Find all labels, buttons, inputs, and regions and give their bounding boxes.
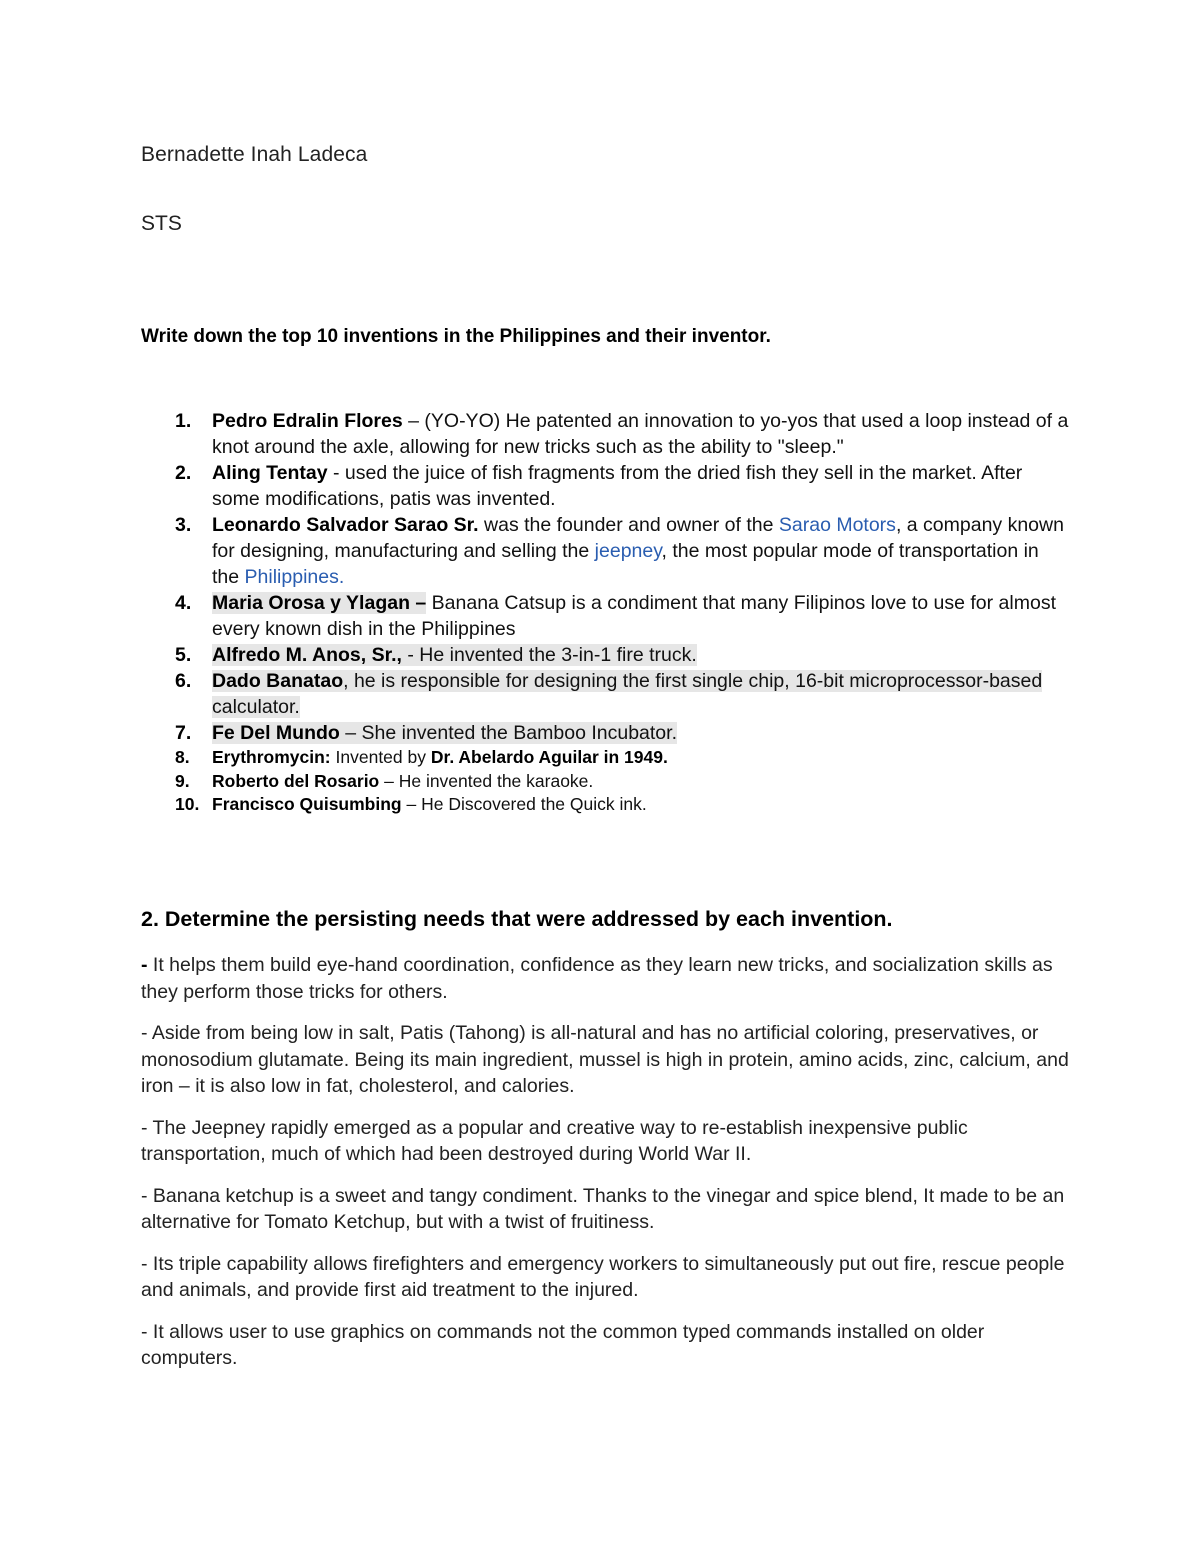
list-number: 2. xyxy=(175,462,192,484)
inventor-name: Alfredo M. Anos, Sr., xyxy=(212,644,402,666)
inventor-name: Maria Orosa y Ylagan – xyxy=(212,592,427,614)
answer-paragraph: - Its triple capability allows firefighters and emergency workers to simultaneously put out fire, rescue people and animals, and provide first aid treatment to the injured. xyxy=(141,1252,1065,1301)
question-1-heading: Write down the top 10 inventions in the Philippines and their inventor. xyxy=(141,326,771,347)
invention-description: Invented by xyxy=(330,747,431,767)
jeepney-link[interactable]: jeepney xyxy=(594,540,662,562)
answer-paragraph xyxy=(141,952,1071,1005)
inventor-name: Aling Tentay xyxy=(212,462,328,484)
list-number: 5. xyxy=(175,644,192,666)
invention-description: . xyxy=(338,566,345,588)
invention-description: – He Discovered the Quick ink. xyxy=(401,794,647,814)
inventions-list xyxy=(141,408,1071,817)
invention-description: – (YO-YO) He patented an innovation to yo-yos that used a loop instead of a knot around the axle, allowing for new tricks such as the ability to "sleep." xyxy=(212,410,1069,458)
question-2-heading: 2. Determine the persisting needs that were addressed by each invention. xyxy=(141,907,893,931)
list-number: 9. xyxy=(175,770,190,791)
invention-description: - He invented the 3-in-1 fire truck. xyxy=(401,644,697,666)
answer-text: It helps them build eye-hand coordination, confidence as they learn new tricks, and socialization skills as they perform those tricks for others. xyxy=(141,954,1053,1003)
answer-paragraph: - Aside from being low in salt, Patis (Tahong) is all-natural and has no artificial coloring, preservatives, or monosodium glutamate. Being its main ingredient, mussel is high in protein, amino acids, zinc, calcium, and iron – it is also low in fat, cholesterol, and calories. xyxy=(141,1022,1069,1097)
list-item xyxy=(141,642,1071,668)
list-item xyxy=(141,460,1071,512)
list-number: 7. xyxy=(175,722,192,744)
invention-description: Banana Catsup is a condiment that many Filipinos love to use for almost every known dish in the Philippines xyxy=(212,592,1056,640)
inventor-name: Francisco Quisumbing xyxy=(212,794,402,814)
inventor-name: Erythromycin: xyxy=(212,747,331,767)
list-item xyxy=(141,793,1071,817)
inventor-name: Dado Banatao xyxy=(212,670,344,692)
list-item xyxy=(141,512,1071,590)
inventor-name: Fe Del Mundo xyxy=(212,722,340,744)
invention-description: was the founder and owner of the xyxy=(478,514,779,536)
list-item xyxy=(141,720,1071,746)
inventor-name: Dr. Abelardo Aguilar in 1949. xyxy=(430,747,668,767)
inventor-name: Roberto del Rosario xyxy=(212,770,380,791)
philippines-link[interactable]: Philippines xyxy=(244,566,339,588)
answer-paragraph: - It allows user to use graphics on commands not the common typed commands installed on older computers. xyxy=(141,1320,985,1369)
list-number: 10. xyxy=(175,794,200,814)
invention-description: , he is responsible for designing the first single chip, 16-bit microprocessor-based calculator. xyxy=(212,670,1043,718)
invention-description: – He invented the karaoke. xyxy=(379,770,594,791)
list-item xyxy=(141,770,1071,794)
list-item xyxy=(141,668,1071,720)
sarao-motors-link[interactable]: Sarao Motors xyxy=(778,514,896,536)
list-number: 8. xyxy=(175,747,190,767)
invention-description: , the most popular mode of transportation in the xyxy=(212,540,1039,588)
answer-paragraph: - Banana ketchup is a sweet and tangy condiment. Thanks to the vinegar and spice blend, It made to be an alternative for Tomato Ketchup, but with a twist of fruitiness. xyxy=(141,1184,1065,1233)
invention-description: - used the juice of fish fragments from the dried fish they sell in the market. After some modifications, patis was invented. xyxy=(212,462,1023,510)
author-name: Bernadette Inah Ladeca xyxy=(141,143,368,166)
list-number: 1. xyxy=(175,410,192,432)
answers-section xyxy=(141,952,1071,1387)
invention-description: , a company known for designing, manufacturing and selling the xyxy=(212,514,1064,562)
list-item xyxy=(141,590,1071,642)
answer-paragraph: - The Jeepney rapidly emerged as a popular and creative way to re-establish inexpensive public transportation, much of which had been destroyed during World War II. xyxy=(141,1116,968,1165)
inventor-name: Leonardo Salvador Sarao Sr. xyxy=(212,514,479,536)
list-item xyxy=(141,408,1071,460)
invention-description: – She invented the Bamboo Incubator. xyxy=(339,722,677,744)
answer-dash: - xyxy=(141,954,148,976)
subject-label: STS xyxy=(141,212,182,235)
list-number: 6. xyxy=(175,670,192,692)
inventor-name: Pedro Edralin Flores xyxy=(212,410,403,432)
list-number: 3. xyxy=(175,514,192,536)
list-item xyxy=(141,746,1071,770)
list-number: 4. xyxy=(175,592,192,614)
